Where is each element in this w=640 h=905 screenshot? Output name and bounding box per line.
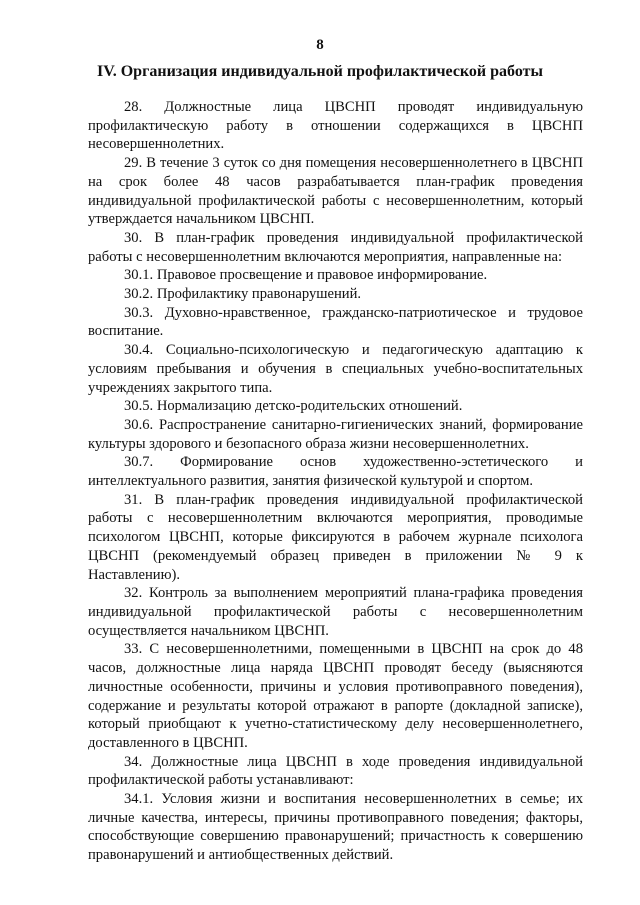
paragraph-29: 29. В течение 3 суток со дня помещения несовершеннолетнего в ЦВСНП на срок более 48 часов разрабатывается план-график проведения индивидуальной профилактической работы с несовершеннолетним, который утверждается начальником ЦВСНП. [88, 155, 583, 228]
section-title: IV. Организация индивидуальной профилактической работы [97, 63, 543, 80]
paragraph-33: 33. С несовершеннолетними, помещенными в ЦВСНП на срок до 48 часов, должностные лица наряда ЦВСНП проводят беседу (выясняются личностные особенности, причины и условия противоправного поведения), содержание и результаты которой отражают в рапорте (докладной записке), который приобщают к учетно-статистическому делу несовершеннолетнего, доставленного в ЦВСНП. [88, 641, 583, 751]
paragraph-30: 30. В план-график проведения индивидуальной профилактической работы с несовершеннолетним включаются мероприятия, направленные на: [88, 229, 583, 265]
paragraph-34-1: 34.1. Условия жизни и воспитания несовершеннолетних в семье; их личные качества, интересы, причины противоправного поведения; факторы, способствующие совершению правонарушений; причастность к совершению правонарушений и антиобщественных действий. [88, 791, 583, 864]
paragraph-31: 31. В план-график проведения индивидуальной профилактической работы с несовершеннолетним включаются мероприятия, проводимые психологом ЦВСНП, которые фиксируются в рабочем журнале психолога ЦВСНП (рекомендуемый образец приведен в приложении № 9 к Наставлению). [88, 491, 583, 583]
paragraph-30-2: 30.2. Профилактику правонарушений. [124, 286, 362, 303]
paragraph-32: 32. Контроль за выполнением мероприятий плана-графика проведения индивидуальной профилактической работы с несовершеннолетним осуществляется начальником ЦВСНП. [88, 585, 583, 639]
paragraph-30-7: 30.7. Формирование основ художественно-эстетического и интеллектуального развития, занятия физической культурой и спортом. [88, 454, 583, 490]
paragraph-30-4: 30.4. Социально-психологическую и педагогическую адаптацию к условиям пребывания и обучения в специальных учебно-воспитательных учреждениях закрытого типа. [88, 342, 583, 396]
paragraph-34: 34. Должностные лица ЦВСНП в ходе проведения индивидуальной профилактической работы устанавливают: [88, 753, 583, 789]
document-body [88, 98, 583, 865]
paragraph-28: 28. Должностные лица ЦВСНП проводят индивидуальную профилактическую работу в отношении содержащихся в ЦВСНП несовершеннолетних. [88, 99, 583, 153]
paragraph-30-5: 30.5. Нормализацию детско-родительских отношений. [124, 398, 463, 415]
paragraph-30-6: 30.6. Распространение санитарно-гигиенических знаний, формирование культуры здорового и безопасного образа жизни несовершеннолетних. [88, 416, 583, 452]
paragraph-30-1: 30.1. Правовое просвещение и правовое информирование. [124, 267, 488, 284]
page-number: 8 [316, 37, 324, 53]
paragraph-30-3: 30.3. Духовно-нравственное, гражданско-патриотическое и трудовое воспитание. [88, 304, 583, 340]
